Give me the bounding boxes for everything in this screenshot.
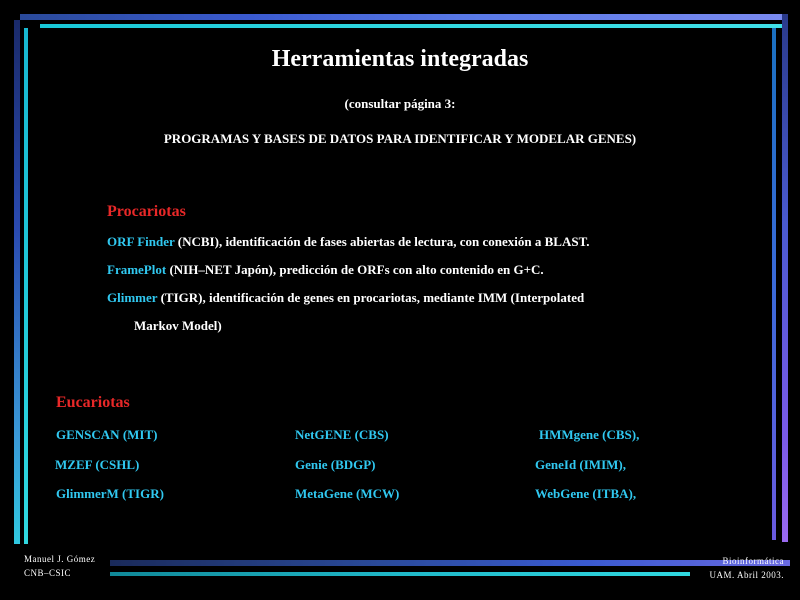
tool-description-orf-finder: (NCBI), identificación de fases abiertas de lectura, con conexión a BLAST.: [174, 234, 590, 249]
eukaryote-tool-webgene: WebGene (ITBA),: [535, 486, 637, 501]
eukaryote-tool-glimmerm: GlimmerM (TIGR): [56, 486, 164, 501]
prokaryote-item-frameplot: [107, 262, 544, 278]
eukaryote-tool-geneid: GeneId (IMIM),: [535, 457, 626, 472]
tool-description-glimmer: (TIGR), identificación de genes en procariotas, mediante IMM (Interpolated: [157, 290, 585, 305]
tool-name-frameplot: FramePlot: [107, 262, 167, 277]
footer-author: [24, 552, 95, 580]
footer-author-name: Manuel J. Gómez: [24, 554, 96, 564]
frame-bar-bottom-inner: [110, 572, 690, 576]
footer-author-affiliation: CNB–CSIC: [24, 568, 72, 578]
footer-course-date: UAM. Abril 2003.: [709, 570, 784, 580]
eukaryote-tool-hmmgene: HMMgene (CBS),: [539, 427, 640, 442]
prokaryote-item-glimmer: [107, 290, 584, 306]
eukaryote-tool-mzef: MZEF (CSHL): [55, 457, 140, 472]
eukaryote-tool-genscan: GENSCAN (MIT): [56, 427, 158, 442]
tool-description-frameplot: (NIH–NET Japón), predicción de ORFs con alto contenido en G+C.: [166, 262, 544, 277]
prokaryote-item-glimmer-continuation: Markov Model): [134, 318, 222, 333]
frame-bar-bottom-outer: [110, 560, 790, 566]
frame-bar-top-inner: [40, 24, 786, 28]
eukaryote-tool-netgene: NetGENE (CBS): [295, 427, 389, 442]
slide-subtitle-line1: (consultar página 3:: [344, 96, 456, 111]
slide-subtitle-line2: PROGRAMAS Y BASES DE DATOS PARA IDENTIFICAR Y MODELAR GENES): [163, 131, 637, 146]
footer-course: [698, 554, 784, 582]
prokaryote-item-orf-finder: [107, 234, 590, 250]
eukaryotes-heading: Eucariotas: [56, 394, 130, 411]
prokaryotes-heading: Procariotas: [107, 203, 186, 220]
slide-title: Herramientas integradas: [271, 46, 529, 72]
footer-course-name: Bioinformática: [722, 556, 784, 566]
eukaryote-tool-genie: Genie (BDGP): [295, 457, 376, 472]
frame-bar-right-outer: [782, 14, 788, 542]
tool-name-orf-finder: ORF Finder: [107, 234, 175, 249]
tool-name-glimmer: Glimmer: [107, 290, 158, 305]
frame-bar-top-outer: [20, 14, 786, 20]
eukaryote-tool-metagene: MetaGene (MCW): [295, 486, 400, 501]
